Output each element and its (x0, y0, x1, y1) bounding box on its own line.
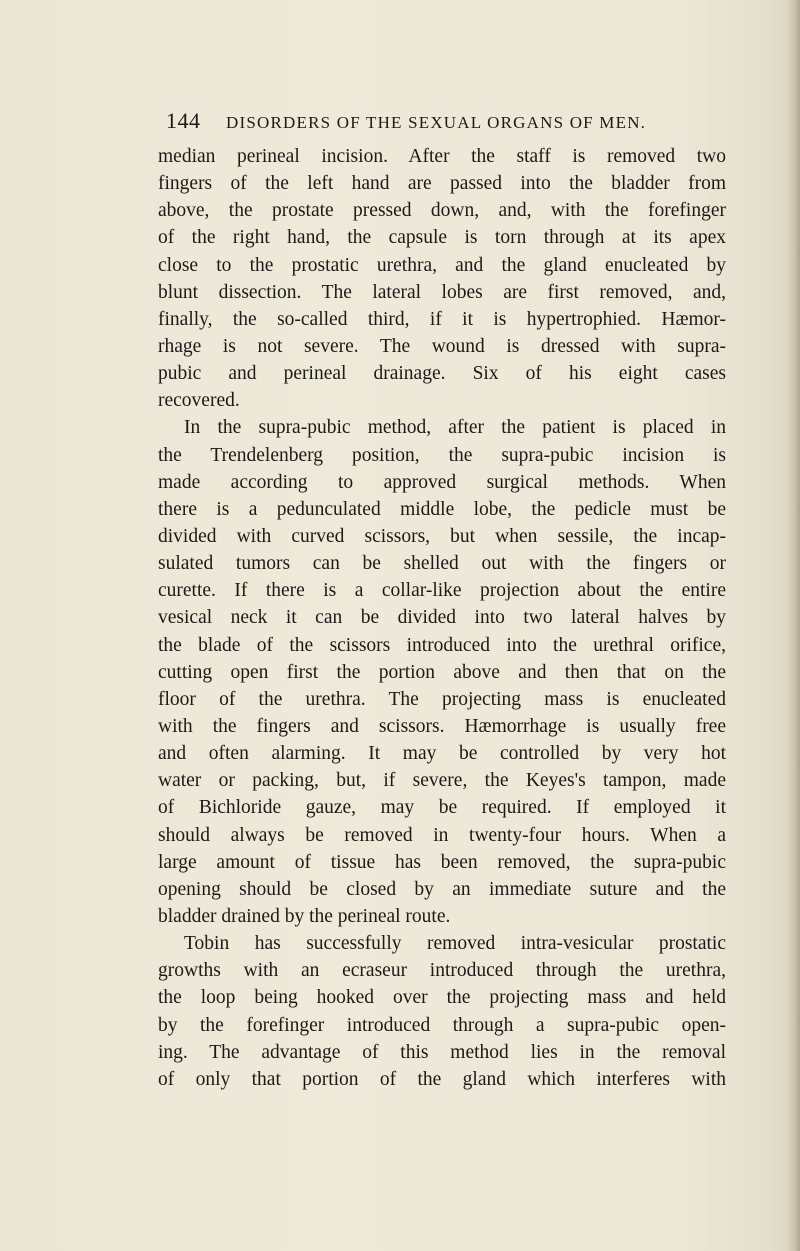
text-line: the Trendelenberg position, the supra-pubic incision is (158, 444, 726, 466)
text-line: there is a pedunculated middle lobe, the pedicle must be (158, 498, 726, 520)
text-line: finally, the so-called third, if it is hypertrophied. Hæmor- (158, 308, 726, 330)
text-line: close to the prostatic urethra, and the gland enucleated by (158, 254, 726, 276)
text-line: water or packing, but, if severe, the Keyes's tampon, made (158, 770, 726, 792)
text-line: of Bichloride gauze, may be required. If employed it (158, 797, 726, 819)
text-line: ing. The advantage of this method lies in the removal (158, 1041, 726, 1063)
text-line: bladder drained by the perineal route. (158, 905, 451, 927)
text-line: made according to approved surgical methods. When (158, 471, 726, 493)
text-line: vesical neck it can be divided into two lateral halves by (158, 607, 726, 629)
text-line: floor of the urethra. The projecting mass is enucleated (158, 688, 726, 710)
text-line: with the fingers and scissors. Hæmorrhage is usually free (158, 715, 726, 737)
paragraph-supra-pubic-method (158, 414, 726, 930)
text-line: divided with curved scissors, but when sessile, the incap- (158, 525, 726, 547)
text-line: curette. If there is a collar-like projection about the entire (158, 580, 726, 602)
text-line: by the forefinger introduced through a supra-pubic open- (158, 1014, 726, 1036)
text-line: median perineal incision. After the staff is removed two (158, 146, 726, 167)
text-line: sulated tumors can be shelled out with the fingers or (158, 553, 726, 575)
text-line: opening should be closed by an immediate suture and the (158, 878, 726, 900)
paragraph-tobin-method (158, 930, 726, 1093)
text-line: fingers of the left hand are passed into the bladder from (158, 173, 726, 195)
text-line: pubic and perineal drainage. Six of his eight cases (158, 363, 726, 385)
text-line: of the right hand, the capsule is torn through at its apex (158, 227, 726, 249)
text-line: large amount of tissue has been removed, the supra-pubic (158, 851, 726, 873)
text-line: rhage is not severe. The wound is dressed with supra- (158, 335, 726, 357)
text-line: recovered. (158, 390, 240, 412)
text-line: growths with an ecraseur introduced through the urethra, (158, 960, 726, 982)
paragraph-continuation (158, 143, 726, 414)
body-text (158, 143, 726, 1093)
text-line: above, the prostate pressed down, and, with the forefinger (158, 200, 726, 222)
text-line: Tobin has successfully removed intra-vesicular prostatic (184, 933, 726, 955)
text-line: should always be removed in twenty-four hours. When a (158, 824, 726, 846)
page-header (166, 108, 726, 140)
text-line: the loop being hooked over the projecting mass and held (158, 987, 726, 1009)
page-edge-shadow (786, 0, 800, 1251)
text-line: blunt dissection. The lateral lobes are first removed, and, (158, 281, 726, 303)
text-line: and often alarming. It may be controlled by very hot (158, 743, 726, 765)
page-number: 144 (166, 108, 201, 133)
text-line: In the supra-pubic method, after the patient is placed in (184, 417, 726, 439)
text-line: cutting open first the portion above and then that on the (158, 661, 726, 683)
text-line: of only that portion of the gland which interferes with (158, 1068, 726, 1090)
text-line: the blade of the scissors introduced into the urethral orifice, (158, 634, 726, 656)
running-head: DISORDERS OF THE SEXUAL ORGANS OF MEN. (226, 113, 647, 132)
